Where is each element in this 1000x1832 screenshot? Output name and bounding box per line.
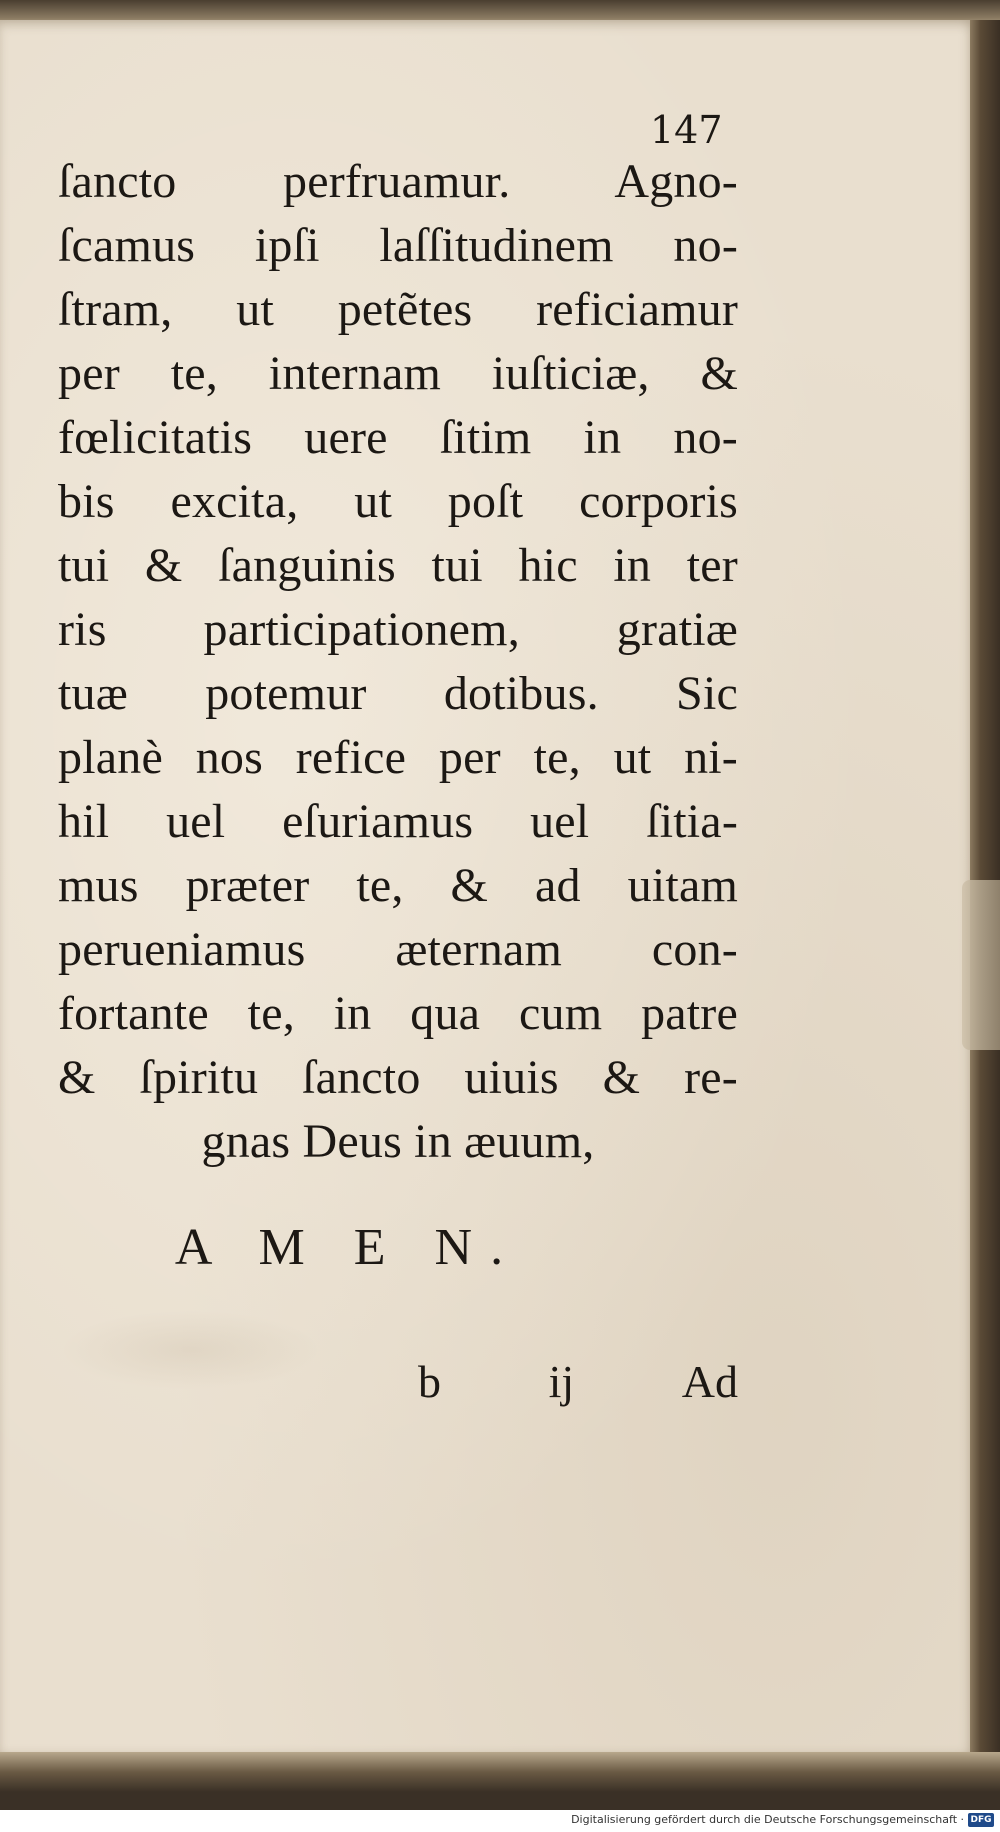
text-line: planè nos refice per te, ut ni- <box>58 731 738 784</box>
text-line: ſcamus ipſi laſſitudinem no- <box>58 219 738 272</box>
dfg-logo: DFG <box>968 1813 994 1827</box>
text-line: ſancto perfruamur. Agno- <box>58 155 738 208</box>
catchword: Ad <box>681 1356 738 1407</box>
show-through-ink <box>60 1310 320 1390</box>
text-line: mus præter te, & ad uitam <box>58 859 738 912</box>
text-line: fortante te, in qua cum patre <box>58 987 738 1040</box>
signature-letter: b <box>418 1356 441 1407</box>
text-line: per te, internam iuſticiæ, & <box>58 347 738 400</box>
page-number: 147 <box>650 108 723 152</box>
text-line: bis excita, ut poſt corporis <box>58 475 738 528</box>
book-bottom-edge <box>0 1752 1000 1792</box>
text-line: ſtram, ut petẽtes reficiamur <box>58 283 738 336</box>
text-line: tui & ſanguinis tui hic in ter <box>58 539 738 592</box>
amen-heading: A M E N. <box>174 1219 522 1276</box>
signature-mark <box>418 1355 738 1408</box>
text-line: hil uel eſuriamus uel ſitia- <box>58 795 738 848</box>
signature-numeral: ij <box>548 1356 575 1407</box>
text-line: & ſpiritu ſancto uiuis & re- <box>58 1051 738 1104</box>
body-text <box>58 150 738 1174</box>
text-line: tuæ potemur dotibus. Sic <box>58 667 738 720</box>
page-tab-marker <box>962 880 1000 1050</box>
closing-line: gnas Deus in æuum, <box>201 1115 595 1168</box>
text-line: fœlicitatis uere ſitim in no- <box>58 411 738 464</box>
text-line: perueniamus æternam con- <box>58 923 738 976</box>
text-line: ris participationem, gratiæ <box>58 603 738 656</box>
digitization-credit: Digitalisierung gefördert durch die Deutsche Forschungsgemeinschaft · <box>571 1813 964 1826</box>
